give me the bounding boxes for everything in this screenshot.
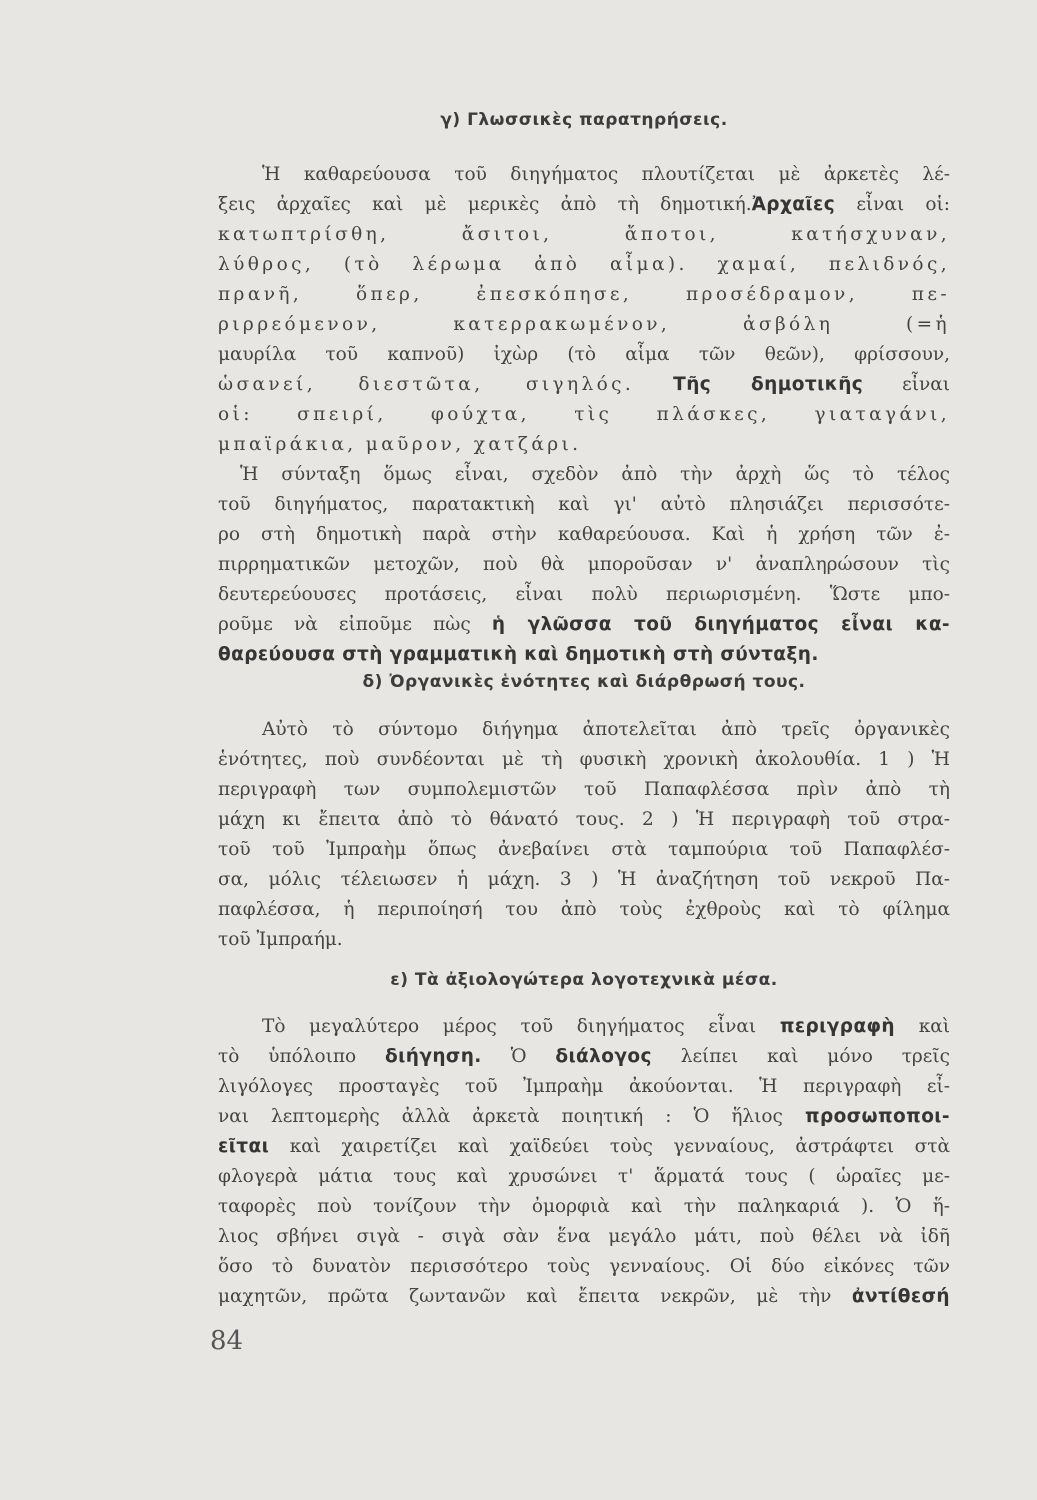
text-line: φλογερὰ μάτια τους καὶ χρυσώνει τ' ἅρματά τους ( ὡραῖες με- (218, 1166, 950, 1187)
text-line: περιγραφὴ των συμπολεμιστῶν τοῦ Παπαφλέσσα πρὶν ἀπὸ τὴ (218, 779, 950, 800)
text-line: λιγόλογες προσταγὲς τοῦ Ἰμπραὴμ ἀκούονται. Ἡ περιγραφὴ εἶ- (218, 1076, 950, 1097)
text-line: ρο στὴ δημοτικὴ παρὰ στὴν καθαρεύουσα. Καὶ ἡ χρήση τῶν ἐ- (218, 524, 950, 545)
bold-term: περιγραφὴ (779, 1016, 895, 1037)
bold-term: διάλογος (555, 1046, 652, 1067)
text-line: μαχητῶν, πρῶτα ζωντανῶν καὶ ἔπειτα νεκρῶν, μὲ τὴν ἀντίθεσή (218, 1286, 950, 1307)
text-line: ριρρεόμενον, κατερρακωμένον, ἀσβόλη (=ἡ (218, 314, 950, 335)
text-line: πιρρηματικῶν μετοχῶν, ποὺ θὰ μποροῦσαν ν' ἀναπληρώσουν τὶς (218, 554, 950, 575)
text-line: Τὸ μεγαλύτερο μέρος τοῦ διηγήματος εἶναι περιγραφὴ καὶ (262, 1016, 950, 1037)
text-line: ναι λεπτομερὴς ἀλλὰ ἀρκετὰ ποιητική : Ὁ ἥλιος προσωποποι- (218, 1106, 950, 1127)
bold-phrase: ἡ γλῶσσα τοῦ διηγήματος εἶναι κα- (491, 614, 951, 635)
text-line: ἑνότητες, ποὺ συνδέονται μὲ τὴ φυσικὴ χρονικὴ ἀκολουθία. 1 ) Ἡ (218, 749, 950, 770)
page-number: 84 (210, 1326, 244, 1356)
text-line: τοῦ τοῦ Ἰμπραὴμ ὅπως ἀνεβαίνει στὰ ταμπούρια τοῦ Παπαφλέσ- (218, 839, 950, 860)
text-line: μαυρίλα τοῦ καπνοῦ) ἰχὼρ (τὸ αἷμα τῶν θεῶν), φρίσσουν, (218, 344, 950, 365)
text-line: ταφορὲς ποὺ τονίζουν τὴν ὀμορφιὰ καὶ τὴν παληκαριά ). Ὁ ἥ- (218, 1196, 950, 1217)
text-line: κατωπτρίσθη, ἄσιτοι, ἄποτοι, κατήσχυναν, (218, 224, 950, 245)
section-heading-linguistic-remarks: γ) Γλωσσικὲς παρατηρήσεις. (440, 110, 728, 130)
bold-term: προσωποποι- (804, 1106, 950, 1127)
text-line: θαρεύουσα στὴ γραμματικὴ καὶ δημοτικὴ στὴ σύνταξη. (218, 644, 819, 665)
section-heading-organic-units: δ) Ὀργανικὲς ἑνότητες καὶ διάρθρωσή τους. (362, 672, 806, 692)
bold-term: εῖται (218, 1136, 270, 1157)
text-line: Ἡ καθαρεύουσα τοῦ διηγήματος πλουτίζεται μὲ ἀρκετὲς λέ- (262, 164, 950, 185)
text-line: ὅσο τὸ δυνατὸν περισσότερο τοὺς γενναίους. Οἱ δύο εἰκόνες τῶν (218, 1256, 950, 1277)
text-line: τοῦ διηγήματος, παρατακτικὴ καὶ γι' αὐτὸ πλησιάζει περισσότε- (218, 494, 950, 515)
section-heading-literary-devices: ε) Τὰ ἀξιολογώτερα λογοτεχνικὰ μέσα. (390, 970, 778, 990)
text-line: εῖται καὶ χαιρετίζει καὶ χαϊδεύει τοὺς γενναίους, ἀστράφτει στὰ (218, 1136, 950, 1157)
text-line: παφλέσσα, ἡ περιποίησή του ἀπὸ τοὺς ἐχθροὺς καὶ τὸ φίλημα (218, 899, 950, 920)
text-line: ὡσανεί, διεστῶτα, σιγηλός. Τῆς δημοτικῆς εἶναι (218, 374, 950, 395)
bold-term: ἀντίθεσή (851, 1286, 950, 1307)
text-line: δευτερεύουσες προτάσεις, εἶναι πολὺ περιωρισμένη. Ὥστε μπο- (218, 584, 950, 605)
text-line: λύθρος, (τὸ λέρωμα ἀπὸ αἷμα). χαμαί, πελιδνός, (218, 254, 950, 275)
text-line: ροῦμε νὰ εἰποῦμε πὼς ἡ γλῶσσα τοῦ διηγήματος εἶναι κα- (218, 614, 951, 635)
text-line: μπαϊράκια, μαῦρον, χατζάρι. (218, 434, 582, 455)
text-line: Ἡ σύνταξη ὅμως εἶναι, σχεδὸν ἀπὸ τὴν ἀρχὴ ὥς τὸ τέλος (240, 464, 950, 485)
text-line: Αὐτὸ τὸ σύντομο διήγημα ἀποτελεῖται ἀπὸ τρεῖς ὀργανικὲς (262, 719, 950, 740)
text-line: πρανῆ, ὅπερ, ἐπεσκόπησε, προσέδραμον, πε- (218, 284, 950, 305)
text-line: οἱ: σπειρί, φούχτα, τὶς πλάσκες, γιαταγάνι, (218, 404, 950, 425)
text-line: τὸ ὑπόλοιπο διήγηση. Ὁ διάλογος λείπει καὶ μόνο τρεῖς (218, 1046, 951, 1067)
text-line: λιος σβήνει σιγὰ - σιγὰ σὰν ἕνα μεγάλο μάτι, ποὺ θέλει νὰ ἰδῆ (218, 1226, 950, 1247)
text-line: σα, μόλις τέλειωσεν ἡ μάχη. 3 ) Ἡ ἀναζήτηση τοῦ νεκροῦ Πα- (218, 869, 950, 890)
text-line: μάχη κι ἔπειτα ἀπὸ τὸ θάνατό τους. 2 ) Ἡ περιγραφὴ τοῦ στρα- (218, 809, 950, 830)
bold-term: Τῆς δημοτικῆς (673, 374, 864, 395)
text-line: τοῦ Ἰμπραήμ. (218, 929, 343, 950)
bold-term: διήγηση. (385, 1046, 482, 1067)
bold-term: Ἀρχαῖες (751, 194, 836, 215)
text-line: ξεις ἀρχαῖες καὶ μὲ μερικὲς ἀπὸ τὴ δημοτική.Ἀρχαῖες εἶναι οἱ: (218, 194, 950, 215)
